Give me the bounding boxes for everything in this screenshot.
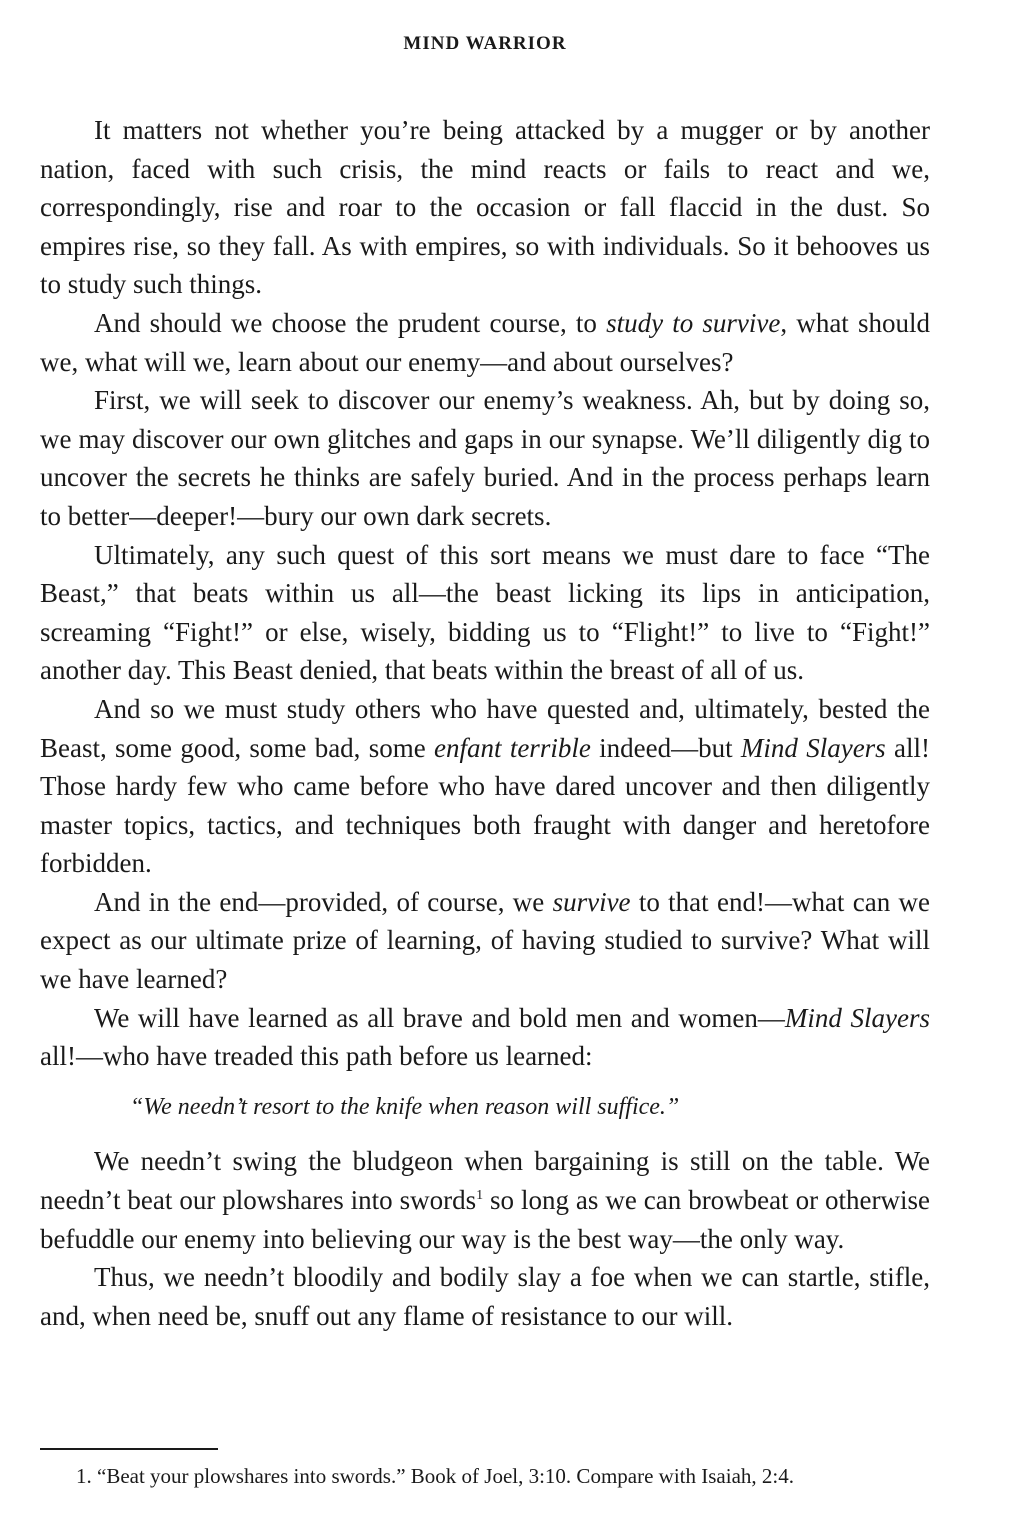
paragraph [40, 536, 930, 690]
text-run: We needn’t swing the bludgeon when bargaining is still on the table. We needn’t beat our plowshares into swords [40, 1146, 930, 1216]
text-run: to that end!—what can we expect as our ultimate prize of learning, of having studied to survive? What will we have learned? [40, 886, 931, 995]
paragraph [40, 111, 930, 304]
paragraph [40, 1142, 930, 1258]
paragraph [40, 1258, 930, 1335]
paragraph [40, 999, 930, 1076]
body-text [40, 111, 930, 1335]
text-run: , what should we, what will we, learn about our enemy—and about ourselves? [40, 307, 930, 377]
text-run: “We needn’t resort to the knife when reason will suffice.” [130, 1093, 680, 1120]
text-run: so long as we can browbeat or otherwise befuddle our enemy into believing our way is the best way—the only way. [40, 1185, 930, 1254]
running-head: MIND WARRIOR [403, 33, 567, 54]
text-run: indeed—but [590, 732, 741, 763]
text-run: And so we must study others who have quested and, ultimately, bested the Beast, some good, some bad, some [40, 693, 930, 763]
emphasis: study to survive [606, 307, 781, 338]
book-page [40, 0, 930, 1516]
footnote-rule [40, 1448, 218, 1450]
paragraph [40, 690, 930, 883]
text-run: We will have learned as all brave and bold men and women— [94, 1002, 785, 1033]
text-run: Thus, we needn’t bloodily and bodily slay a foe when we can startle, stifle, and, when need be, snuff out any flame of resistance to our will. [40, 1262, 930, 1331]
text-run: all! Those hardy few who came before who have dared uncover and then diligently master topics, tactics, and techniques both fraught with danger and heretofore forbidden. [40, 732, 930, 879]
emphasis: survive [552, 886, 631, 917]
text-run: all!—who have treaded this path before us learned: [40, 1041, 593, 1072]
text-run: First, we will seek to discover our enemy’s weakness. Ah, but by doing so, we may discover our own glitches and gaps in our synapse. We’ll diligently dig to uncover the secrets he thinks are safely buried. And in the process perhaps learn to better—deeper!—bury our own dark secrets. [40, 385, 930, 531]
paragraph [40, 381, 930, 535]
text-run: Ultimately, any such quest of this sort means we must dare to face “The Beast,” that beats within us all—the beast licking its lips in anticipation, screaming “Fight!” or else, wisely, bidding us to “Flight!” to live to “Fight!” another day. This Beast denied, that beats within the breast of all of us. [40, 539, 930, 686]
text-run: And should we choose the prudent course, to [94, 307, 607, 338]
footnote: 1. “Beat your plowshares into swords.” Book of Joel, 3:10. Compare with Isaiah, 2:4. [76, 1464, 794, 1488]
paragraph [40, 304, 930, 381]
emphasis: enfant terrible [434, 732, 591, 763]
block-quote [40, 1088, 930, 1127]
paragraph [40, 883, 930, 999]
emphasis: Mind Slayers [784, 1002, 930, 1033]
text-run: And in the end—provided, of course, we [94, 886, 553, 917]
emphasis: Mind Slayers [740, 732, 886, 763]
text-run: It matters not whether you’re being attacked by a mugger or by another nation, faced with such crisis, the mind reacts or fails to react and we, correspondingly, rise and roar to the occasion or fall flaccid in the dust. So empires rise, so they fall. As with empires, so with individuals. So it behooves us to study such things. [40, 115, 930, 300]
footnote-ref: 1 [476, 1188, 484, 1204]
